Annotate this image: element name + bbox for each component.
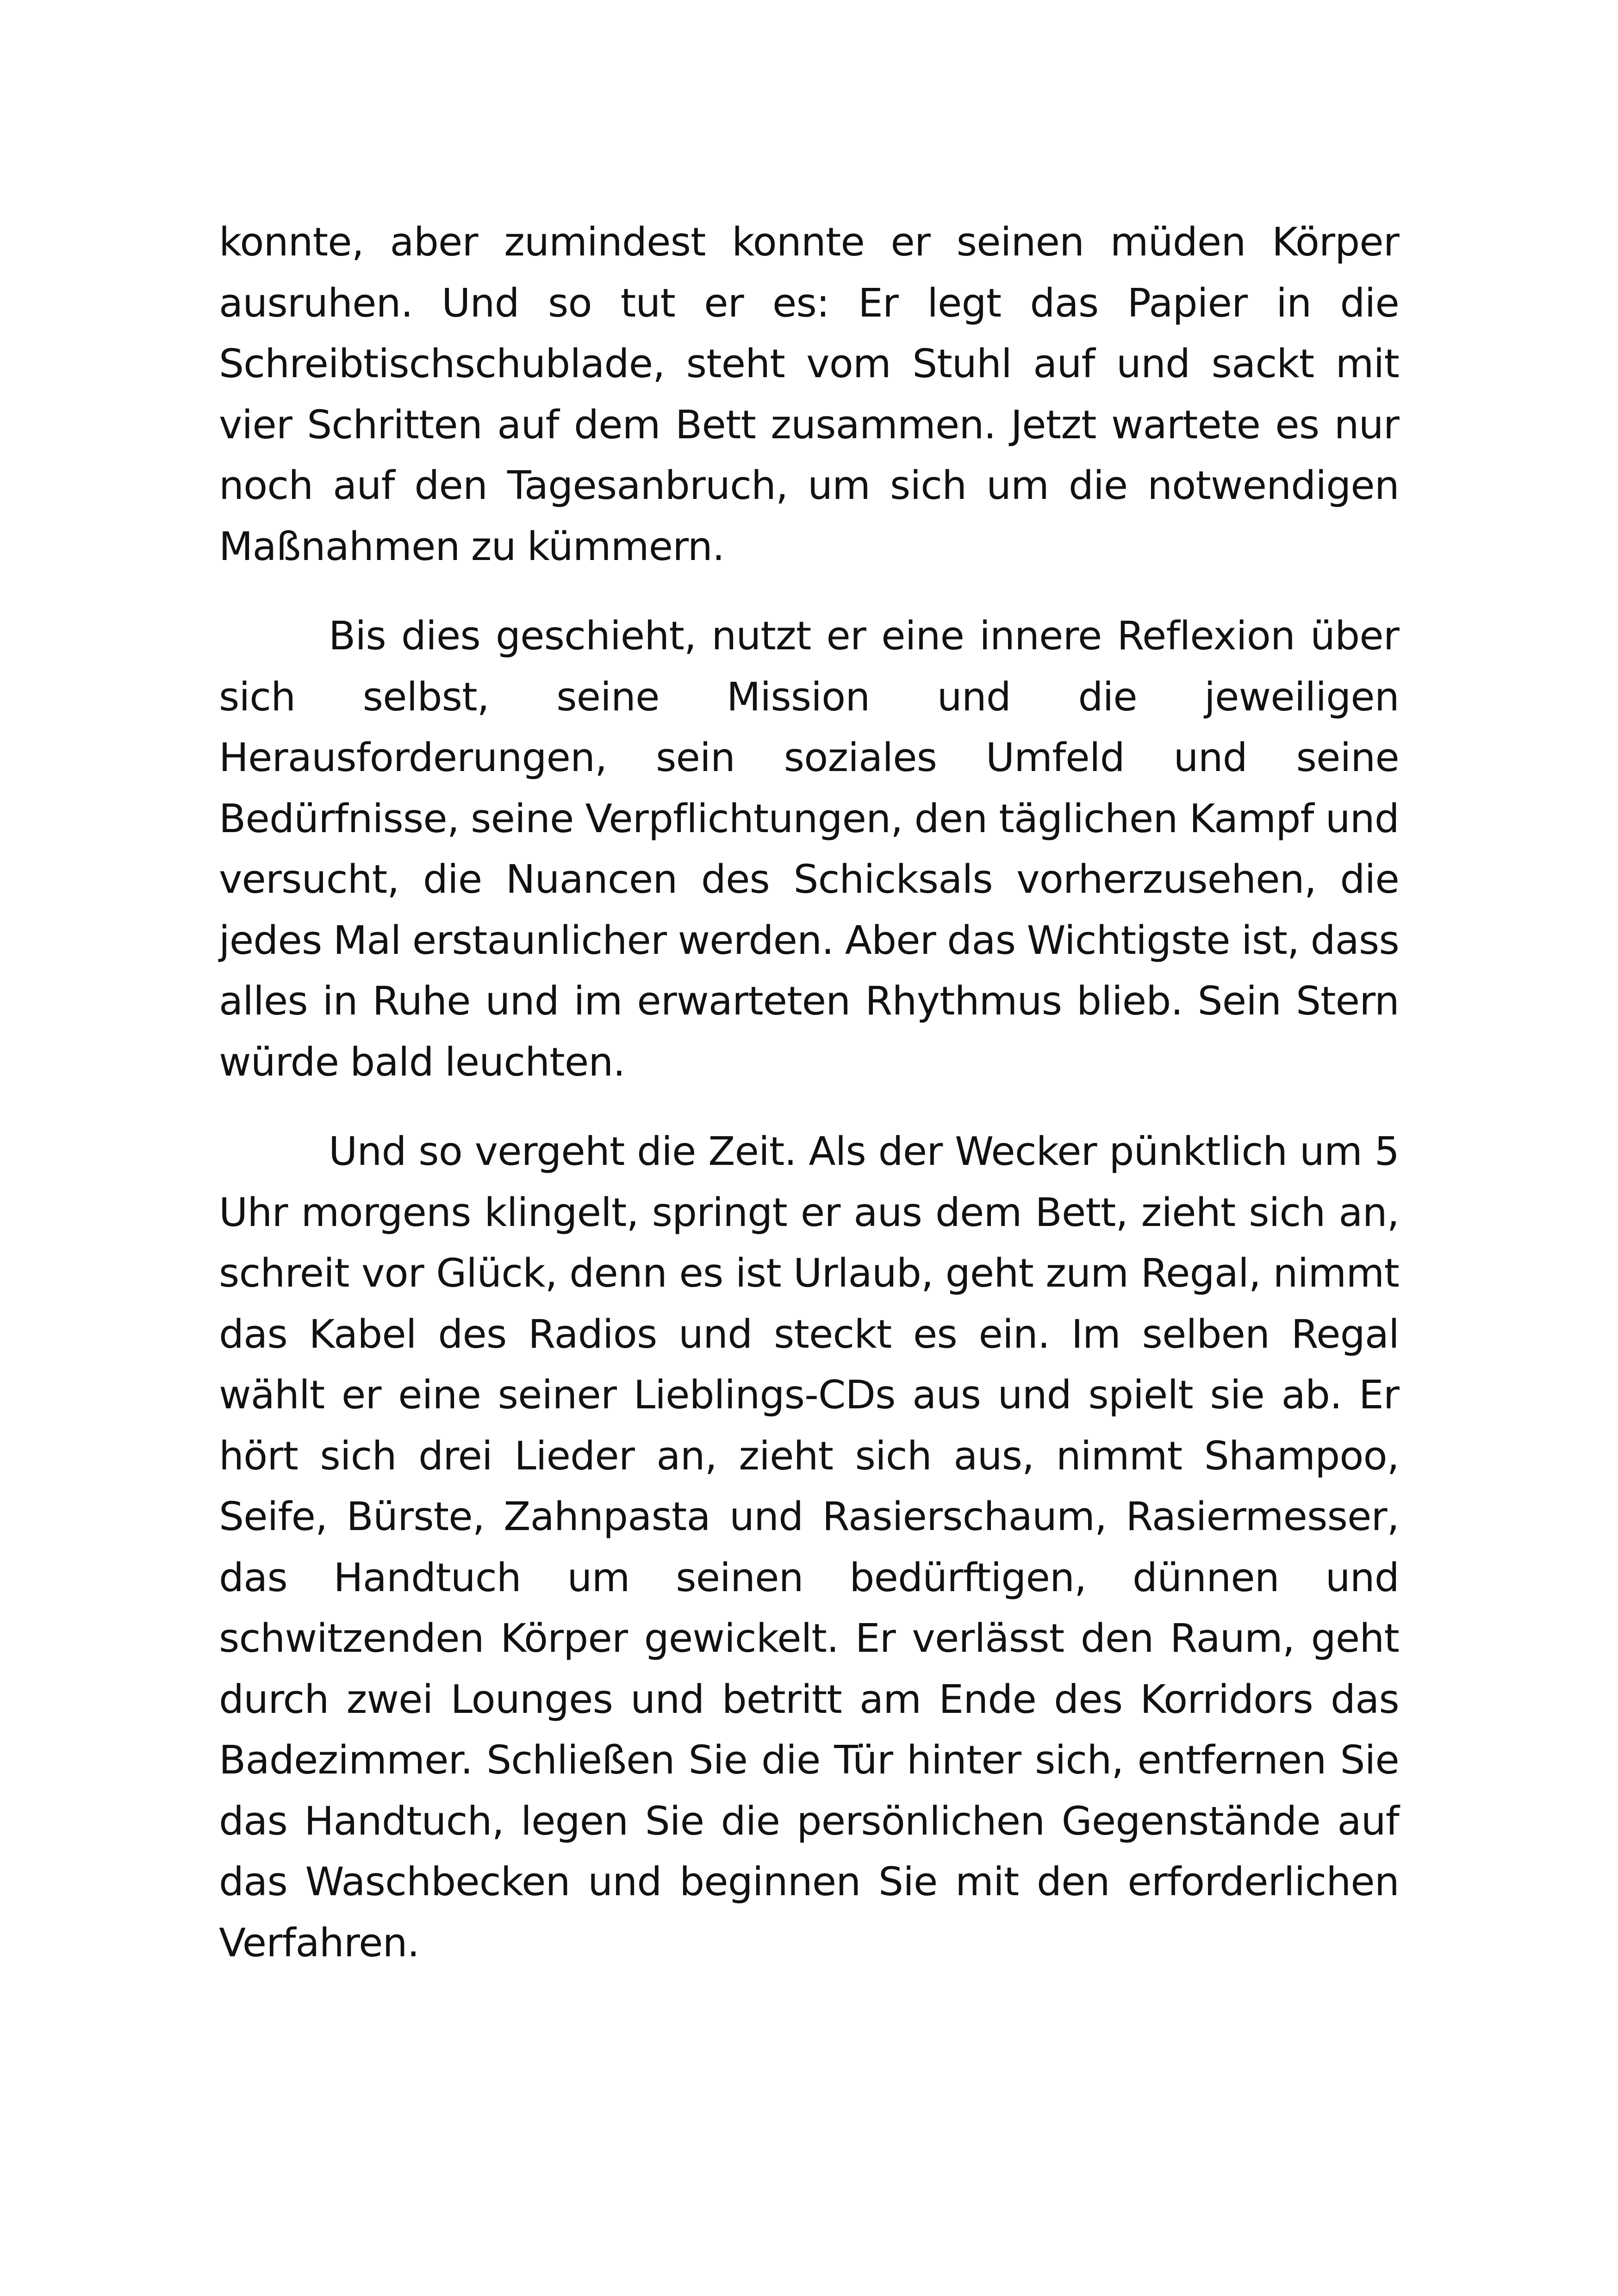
paragraph-3: Und so vergeht die Zeit. Als der Wecker pünktlich um 5 Uhr morgens klingelt, springt er aus dem Bett, zieht sich an, schreit vor Glück, denn es ist Urlaub, geht zum Regal, nimmt das Kabel des Radios und steckt es ein. Im selben Regal wählt er eine seiner Lieblings-CDs aus und spielt sie ab. Er hört sich drei Lieder an, zieht sich aus, nimmt Shampoo, Seife, Bürste, Zahnpasta und Rasierschaum, Rasiermesser, das Handtuch um seinen bedürftigen, dünnen und schwitzenden Körper gewickelt. Er verlässt den Raum, geht durch zwei Lounges und betritt am Ende des Korridors das Badezimmer. Schließen Sie die Tür hinter sich, entfernen Sie das Handtuch, legen Sie die persönlichen Gegenstände auf das Waschbecken und beginnen Sie mit den erforderlichen Verfahren.: [219, 1129, 1399, 1966]
paragraph-1: konnte, aber zumindest konnte er seinen müden Körper ausruhen. Und so tut er es: Er legt das Papier in die Schreibtischschublade, steht vom Stuhl auf und sackt mit vier Schritten auf dem Bett zusammen. Jetzt wartete es nur noch auf den Tagesanbruch, um sich um die notwendigen Maßnahmen zu kümmern.: [219, 219, 1399, 570]
paragraph-2: Bis dies geschieht, nutzt er eine innere Reflexion über sich selbst, seine Mission und die jeweiligen Herausforderungen, sein soziales Umfeld und seine Bedürfnisse, seine Verpflichtungen, den täglichen Kampf und versucht, die Nuancen des Schicksals vorherzusehen, die jedes Mal erstaunlicher werden. Aber das Wichtigste ist, dass alles in Ruhe und im erwarteten Rhythmus blieb. Sein Stern würde bald leuchten.: [219, 613, 1399, 1085]
body-text: [219, 212, 1399, 1973]
